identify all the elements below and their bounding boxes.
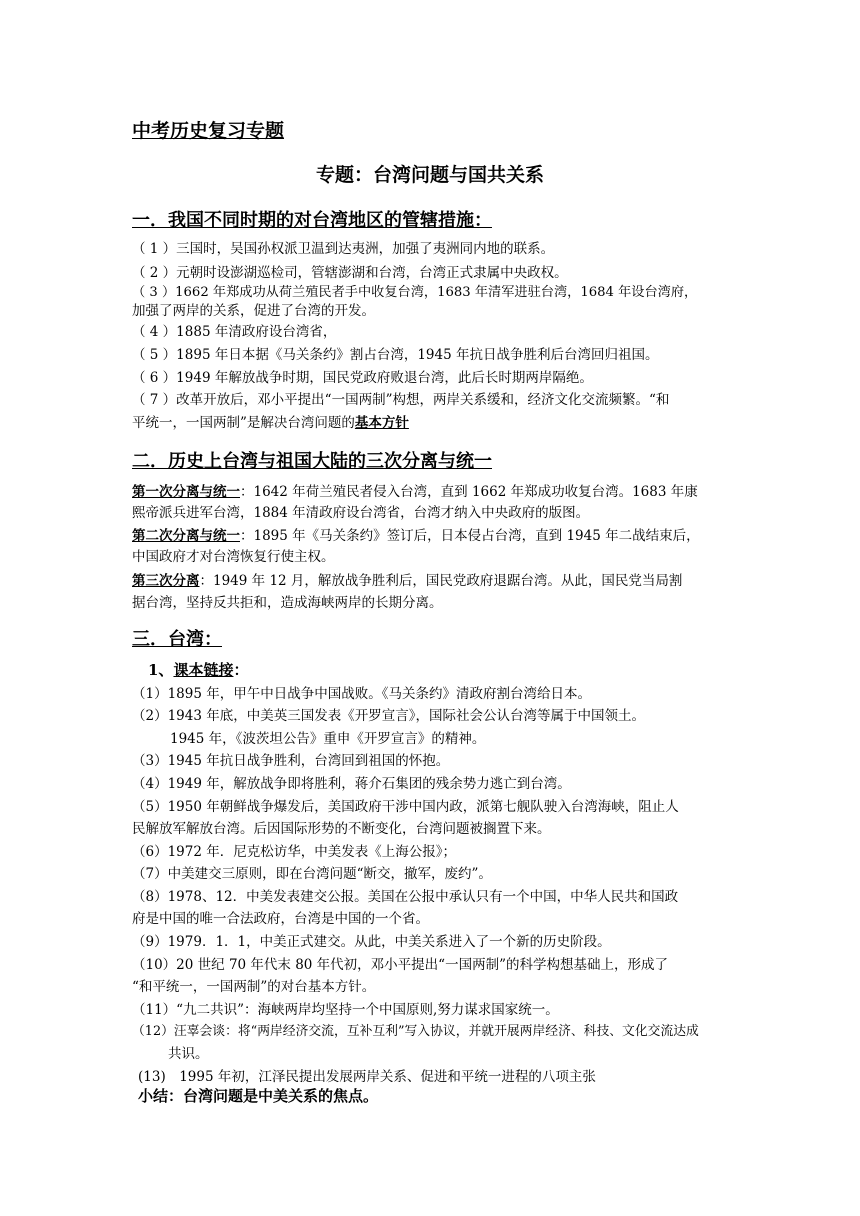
textbook-link-label: 课本链接 (173, 661, 234, 679)
section1-line: （ 1 ）三国时，吴国孙权派卫温到达夷洲，加强了夷洲同内地的联系。 (132, 241, 555, 257)
separation-text: ：1642 年荷兰殖民者侵入台湾，直到 1662 年郑成功收复台湾。1683 年康 (240, 484, 698, 500)
section1-last-line (132, 413, 409, 433)
separation-lead: 第一次分离与统一 (132, 484, 240, 500)
event-line: 共识。 (168, 1046, 209, 1062)
event-line: 1945 年，《波茨坦公告》重申《开罗宣言》的精神。 (170, 731, 486, 747)
event-line: （6）1972 年．尼克松访华，中美发表《上海公报》； (132, 844, 456, 860)
section1-heading: 一．我国不同时期的对台湾地区的管辖措施： (132, 210, 492, 231)
separation-item-3-cont: 据台湾，坚持反共拒和，造成海峡两岸的长期分离。 (132, 595, 443, 611)
event-line: 府是中国的唯一合法政府，台湾是中国的一个省。 (132, 911, 429, 927)
separation-lead: 第二次分离与统一 (132, 528, 240, 544)
event-line: （11）“九二共识”：海峡两岸均坚持一个中国原则,努力谋求国家统一。 (132, 1002, 559, 1018)
event-line: （8）1978、12．中美发表建交公报。美国在公报中承认只有一个中国，中华人民共和国政 (132, 889, 679, 905)
separation-item-2 (132, 526, 700, 546)
section1-line: （ 3 ）1662 年郑成功从荷兰殖民者手中收复台湾，1683 年清军进驻台湾，1684 年设台湾府， (132, 285, 698, 300)
event-line: （2）1943 年底，中美英三国发表《开罗宣言》，国际社会公认台湾等属于中国领土。 (132, 708, 645, 724)
event-line: 民解放军解放台湾。后因国际形势的不断变化，台湾问题被搁置下来。 (132, 821, 551, 837)
subheading-number: 1、 (148, 661, 174, 679)
section1-line: 加强了两岸的关系，促进了台湾的开发。 (132, 303, 375, 319)
event-line: （9）1979．1．1，中美正式建交。从此，中美关系进入了一个新的历史阶段。 (132, 934, 611, 950)
basic-policy-emphasis: 基本方针 (354, 415, 409, 431)
separation-text: ：1949 年 12 月，解放战争胜利后，国民党政府退踞台湾。从此，国民党当局割 (199, 573, 683, 589)
event-line: (13) 1995 年初，江泽民提出发展两岸关系、促进和平统一进程的八项主张 (138, 1069, 596, 1085)
topic-title: 专题：台湾问题与国共关系 (315, 164, 544, 186)
section1-line: （ 2 ）元朝时设澎湖巡检司，管辖澎湖和台湾，台湾正式隶属中央政权。 (132, 265, 568, 281)
event-line: （4）1949 年，解放战争即将胜利，蒋介石集团的残余势力逃亡到台湾。 (132, 776, 571, 792)
separation-lead: 第三次分离 (132, 573, 200, 589)
section1-line: （ 4 ）1885 年清政府设台湾省， (132, 324, 337, 340)
summary-text: 小结：台湾问题是中美关系的焦点。 (138, 1087, 379, 1105)
separation-item-3 (132, 571, 682, 591)
event-line: “和平统一，一国两制”的对台基本方针。 (132, 979, 376, 995)
event-line: （12）汪辜会谈：将“两岸经济交流，互补互利”写入协议，并就开展两岸经济、科技、文化交流达成 (132, 1024, 699, 1039)
event-line: （10）20 世纪 70 年代末 80 年代初，邓小平提出“一国两制”的科学构想基础上，形成了 (132, 957, 668, 973)
section2-heading: 二．历史上台湾与祖国大陆的三次分离与统一 (132, 451, 492, 472)
section1-line: （ 6 ）1949 年解放战争时期，国民党政府败退台湾，此后长时期两岸隔绝。 (132, 370, 593, 386)
event-line: （1）1895 年，甲午中日战争中国战败。《马关条约》清政府割台湾给日本。 (132, 686, 591, 702)
event-line: （5）1950 年朝鲜战争爆发后，美国政府干涉中国内政，派第七舰队驶入台湾海峡，阻止人 (132, 799, 679, 815)
separation-item-1 (132, 482, 698, 502)
section1-line: （ 5 ）1895 年日本据《马关条约》割占台湾，1945 年抗日战争胜利后台湾回归祖国。 (132, 347, 659, 363)
section1-last-text: 平统一，一国两制”是解决台湾问题的 (132, 415, 355, 431)
event-line: （7）中美建交三原则，即在台湾问题“断交，撤军，废约”。 (132, 866, 492, 882)
section3-heading: 三．台湾： (132, 629, 222, 650)
document-title: 中考历史复习专题 (132, 120, 285, 142)
separation-item-1-cont: 熙帝派兵进军台湾，1884 年清政府设台湾省，台湾才纳入中央政府的版图。 (132, 505, 590, 521)
textbook-link-heading (148, 659, 248, 680)
subheading-colon: ： (233, 661, 249, 679)
event-line: （3）1945 年抗日战争胜利，台湾回到祖国的怀抱。 (132, 753, 450, 769)
section1-line: （ 7 ）改革开放后，邓小平提出“一国两制”构想，两岸关系缓和，经济文化交流频繁。“和 (132, 392, 670, 408)
separation-text: ：1895 年《马关条约》签订后，日本侵占台湾，直到 1945 年二战结束后， (240, 528, 700, 544)
separation-item-2-cont: 中国政府才对台湾恢复行使主权。 (132, 549, 335, 565)
